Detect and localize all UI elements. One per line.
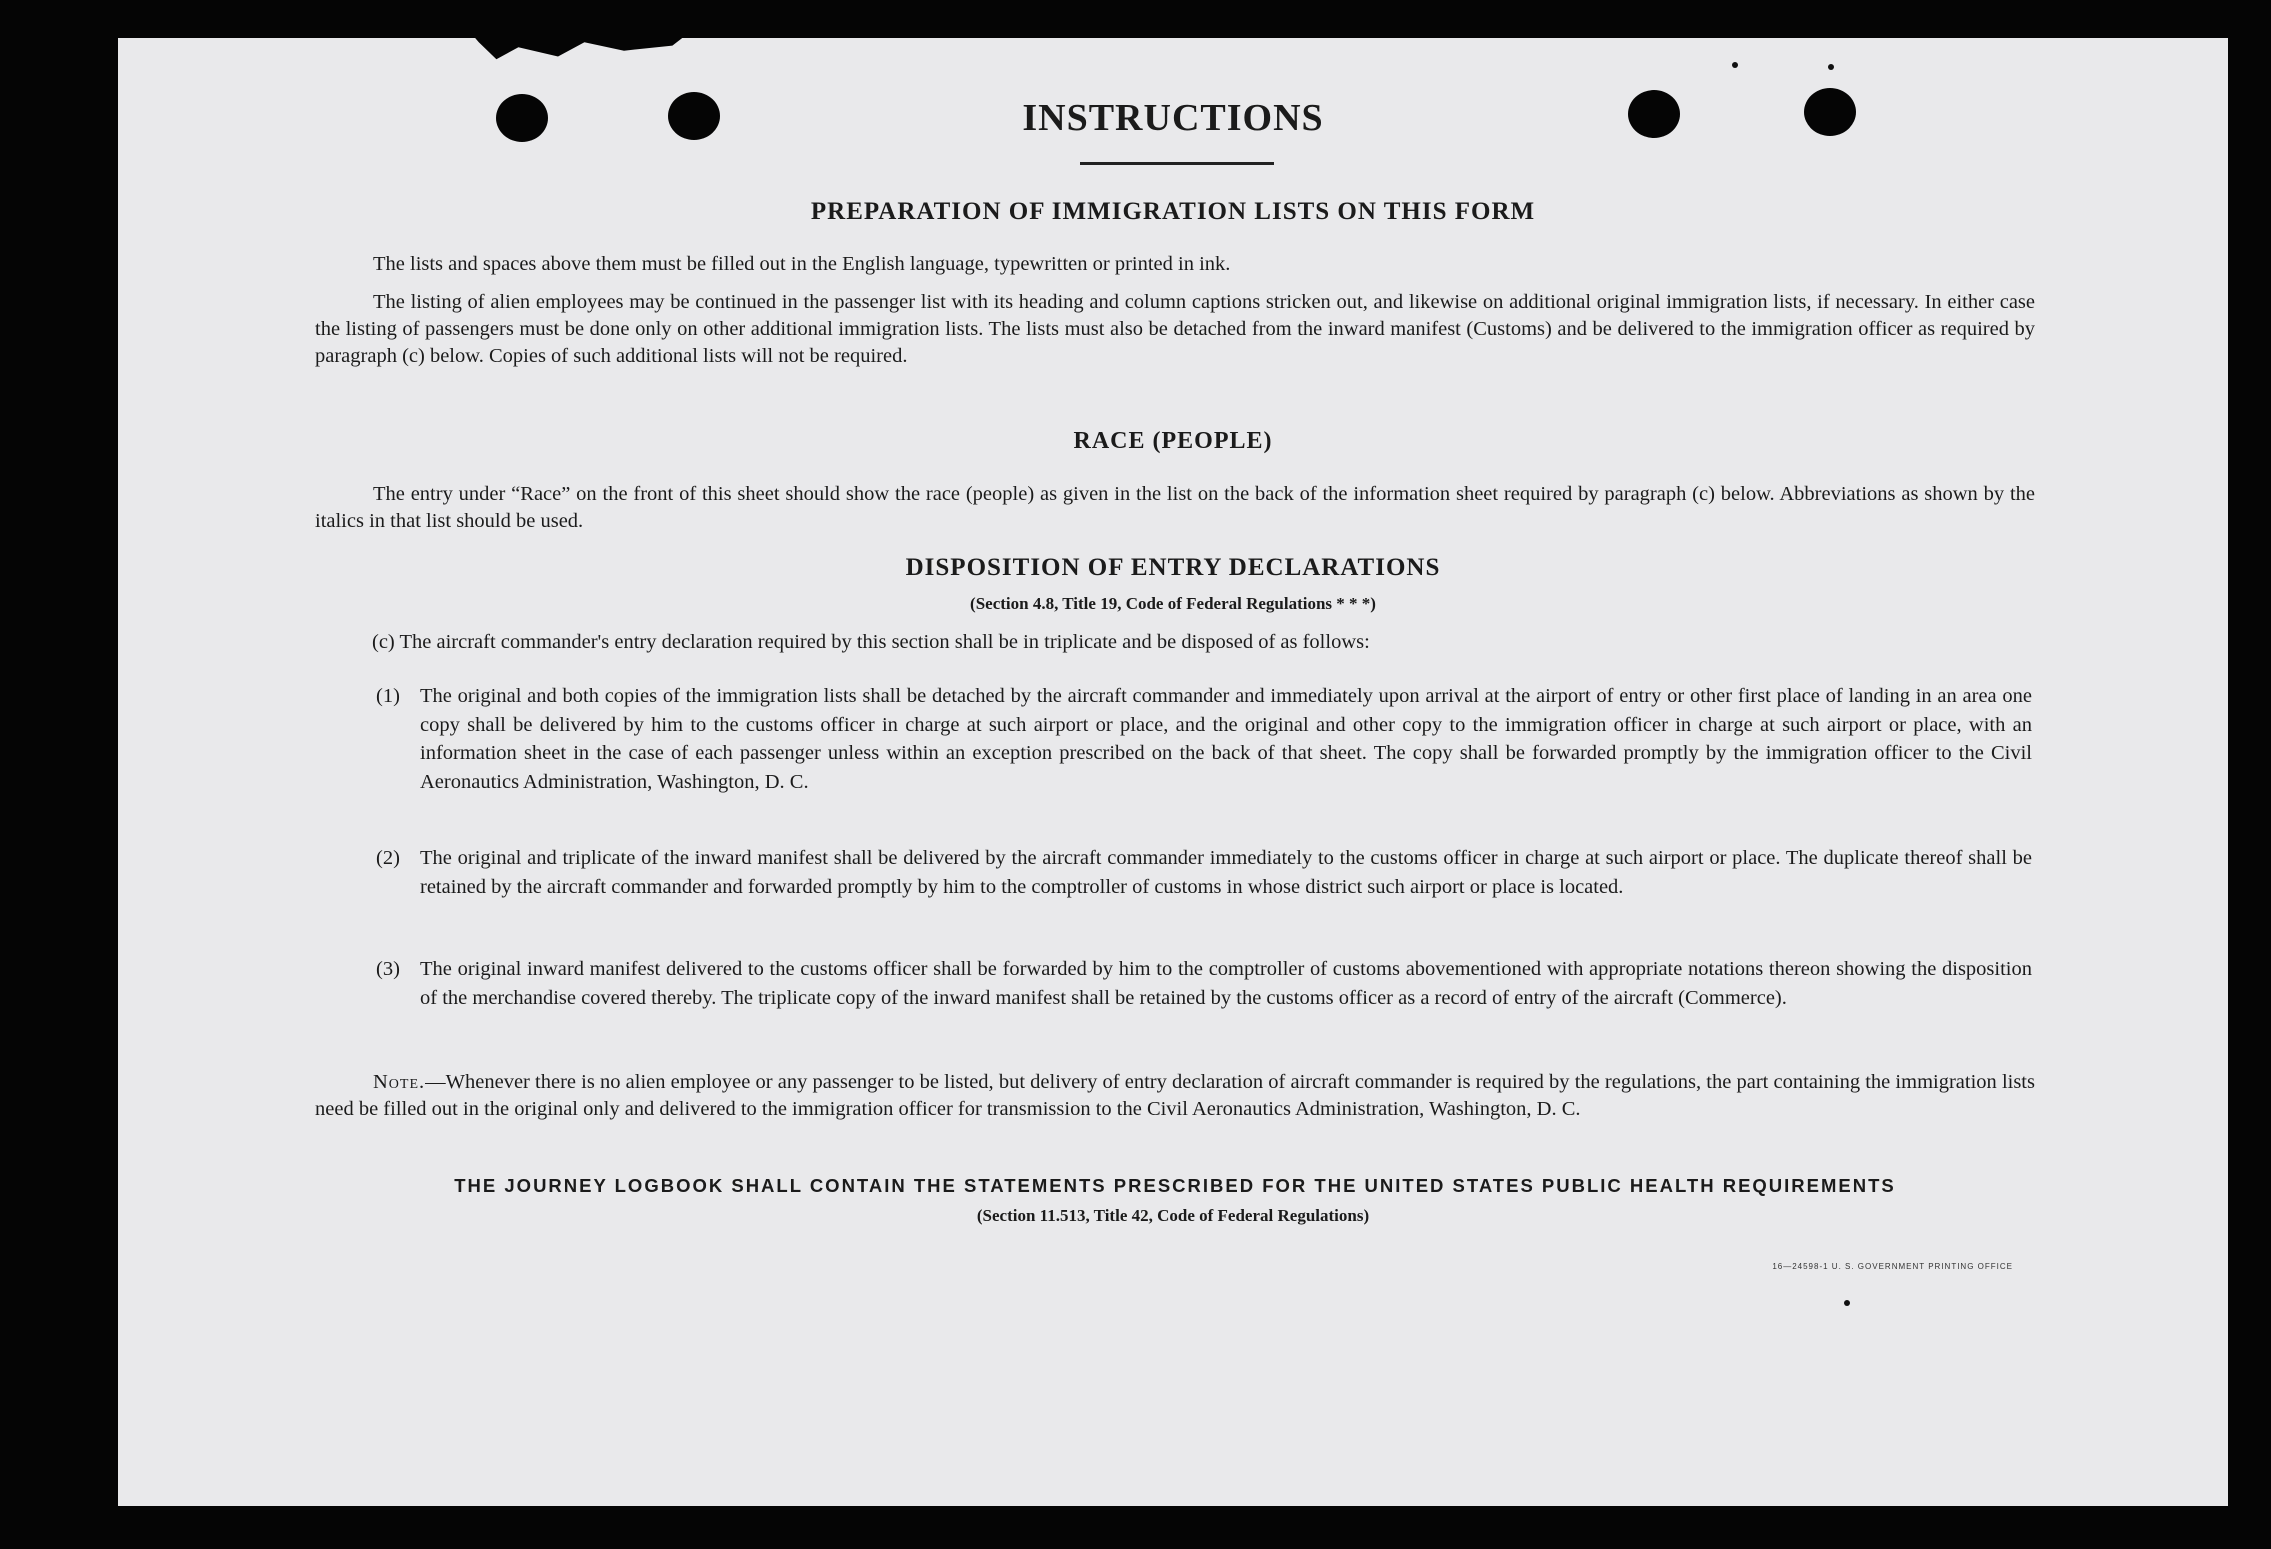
dust-speck — [1732, 62, 1738, 68]
health-subheading: (Section 11.513, Title 42, Code of Federal Regulations) — [976, 1206, 1370, 1225]
preparation-paragraph: The lists and spaces above them must be filled out in the English language, typewritten or printed in ink. — [373, 253, 1231, 275]
dust-speck — [1828, 64, 1834, 70]
disposition-heading: DISPOSITION OF ENTRY DECLARATIONS — [905, 554, 1441, 581]
dust-speck — [1844, 1300, 1850, 1306]
item-number: (1) — [376, 685, 400, 707]
item-text: The original inward manifest delivered to the customs officer shall be forwarded by him to the comptroller of customs abovementioned with appropriate notations thereon showing the disposition of the merchandise covered thereby. The triplicate copy of the inward manifest shall be retained by the customs officer as a record of entry of the aircraft (Commerce). — [420, 958, 2032, 1009]
item-text: The original and both copies of the immigration lists shall be detached by the aircraft commander and immediately upon arrival at the airport of entry or other first place of landing in an area one copy shall be delivered by him to the customs officer in charge at such airport or place, and the original and other copy to the immigration officer in charge at such airport or place, with an information sheet in the case of each passenger unless within an exception prescribed on the back of that sheet. The copy shall be forwarded promptly by the immigration officer to the Civil Aeronautics Administration, Washington, D. C. — [420, 685, 2032, 793]
item-text: The original and triplicate of the inward manifest shall be delivered by the aircraft commander immediately to the customs officer in charge at such airport or place. The duplicate thereof shall be retained by the aircraft commander and forwarded promptly by him to the comptroller of customs in whose district such airport or place is located. — [420, 847, 2032, 898]
race-heading: RACE (PEOPLE) — [1073, 428, 1273, 454]
printing-office-imprint: 16—24598-1 U. S. GOVERNMENT PRINTING OFFICE — [1772, 1262, 2013, 1271]
torn-edge — [470, 32, 690, 66]
item-number: (3) — [376, 958, 400, 980]
disposition-subheading: (Section 4.8, Title 19, Code of Federal Regulations * * *) — [970, 594, 1376, 613]
preparation-heading: PREPARATION OF IMMIGRATION LISTS ON THIS FORM — [810, 198, 1536, 225]
title-divider — [1080, 162, 1274, 165]
item-number: (2) — [376, 847, 400, 869]
preparation-paragraph: The listing of alien employees may be continued in the passenger list with its heading and column captions stricken out, and likewise on additional original immigration lists, if necessary. In either case the listing of passengers must be done only on other additional immigration lists. The lists must also be detached from the inward manifest (Customs) and be delivered to the immigration officer as required by paragraph (c) below. Copies of such additional lists will not be required. — [315, 291, 2035, 367]
note-label: Note. — [373, 1071, 426, 1093]
disposition-item — [376, 682, 2032, 796]
disposition-item — [376, 844, 2032, 901]
race-paragraph: The entry under “Race” on the front of this sheet should show the race (people) as given in the list on the back of the information sheet required by paragraph (c) below. Abbreviations as shown by the italics in that list should be used. — [315, 483, 2035, 532]
disposition-item — [376, 955, 2032, 1012]
document-page — [118, 38, 2228, 1506]
disposition-intro: (c) The aircraft commander's entry declaration required by this section shall be in triplicate and be disposed of as follows: — [372, 631, 1370, 653]
note-paragraph — [315, 1069, 2035, 1123]
page-title: INSTRUCTIONS — [1022, 97, 1324, 139]
health-heading: THE JOURNEY LOGBOOK SHALL CONTAIN THE STATEMENTS PRESCRIBED FOR THE UNITED STATES PUBLIC HEALTH REQUIREMENTS — [454, 1175, 1896, 1196]
note-text: —Whenever there is no alien employee or any passenger to be listed, but delivery of entry declaration of aircraft commander is required by the regulations, the part containing the immigration lists need be filled out in the original only and delivered to the immigration officer for transmission to the Civil Aeronautics Administration, Washington, D. C. — [315, 1071, 2035, 1120]
